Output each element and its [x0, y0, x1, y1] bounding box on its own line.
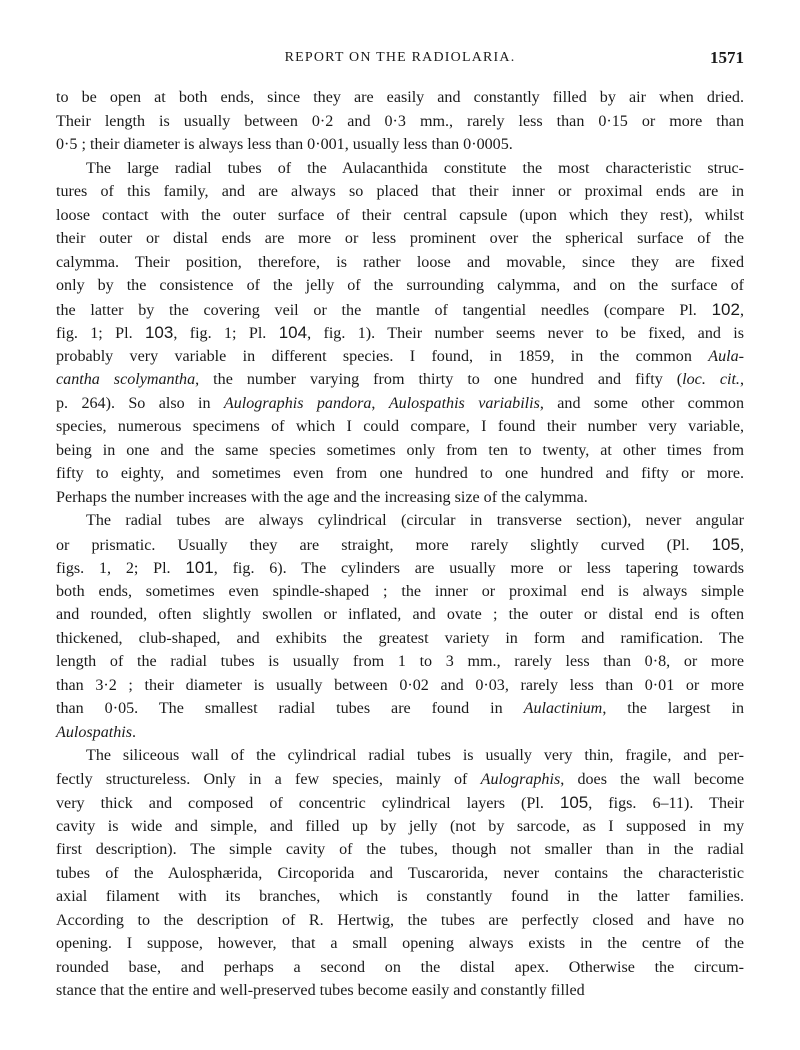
text-run: than 0·05. The smallest radial tubes are found in	[56, 700, 524, 717]
text-line	[56, 744, 744, 768]
text-line	[56, 791, 744, 815]
page-number: 1571	[710, 48, 744, 67]
text-line	[56, 180, 744, 204]
text-line	[56, 133, 744, 157]
text-line	[56, 627, 744, 651]
text-line	[56, 697, 744, 721]
text-line	[56, 979, 744, 1003]
italic-term: Aulactinium	[523, 700, 603, 717]
text-run: than 3·2 ; their diameter is usually between 0·02 and 0·03, rarely less than 0·01 or more	[56, 676, 744, 694]
text-line	[56, 227, 744, 251]
plate-number: 104	[278, 323, 308, 342]
text-run: fifty to eighty, and sometimes even from one hundred to one hundred and fifty or more.	[56, 465, 744, 482]
text-run: , the number varying from thirty to one hundred and fifty (	[195, 371, 683, 388]
text-line	[56, 932, 744, 956]
text-line	[56, 768, 744, 792]
text-run: , fig. 6). The cylinders are usually more or less tapering towards	[213, 560, 744, 577]
text-line	[56, 580, 744, 604]
body-text	[56, 86, 744, 1003]
text-run: , figs. 6–11). Their	[588, 795, 744, 812]
text-line	[56, 674, 744, 698]
text-run: stance that the entire and well-preserved tubes become easily and constantly filled	[56, 982, 585, 999]
italic-term: loc. cit.	[682, 371, 740, 388]
italic-term: cantha scolymantha	[56, 371, 196, 388]
text-run: or prismatic. Usually they are straight, more rarely slightly curved (Pl.	[56, 536, 712, 554]
text-line	[56, 556, 744, 580]
text-line	[56, 909, 744, 933]
text-run: , fig. 1). Their number seems never to be fixed, and is	[307, 325, 745, 342]
plate-number: 103	[144, 323, 174, 342]
text-line	[56, 486, 744, 510]
italic-term: Aula-	[708, 347, 744, 365]
text-line	[56, 415, 744, 439]
text-line	[56, 86, 744, 110]
page	[56, 48, 744, 1003]
text-line	[56, 721, 744, 745]
text-run: being in one and the same species sometimes only from ten to twenty, at other times from	[56, 441, 744, 459]
text-run: rounded base, and perhaps a second on the distal apex. Otherwise the circum-	[56, 958, 744, 976]
text-run: probably very variable in different species. I found, in 1859, in the common	[56, 347, 709, 365]
text-run: , fig. 1; Pl.	[173, 325, 279, 342]
text-run: very thick and composed of concentric cylindrical layers (Pl.	[56, 795, 560, 812]
text-run: ,	[371, 394, 389, 412]
text-run: and rounded, often slightly swollen or inflated, and ovate ; the outer or distal end is often	[56, 606, 744, 623]
plate-number: 105	[711, 534, 740, 554]
italic-term: Aulospathis	[56, 723, 133, 741]
running-title: REPORT ON THE RADIOLARIA.	[284, 50, 516, 65]
text-run: According to the description of R. Hertwig, the tubes are perfectly closed and have no	[56, 911, 744, 929]
text-run: to be open at both ends, since they are easily and constantly filled by air when dried.	[56, 89, 744, 106]
paragraph	[56, 86, 744, 157]
text-run: axial filament with its branches, which is constantly found in the latter families.	[56, 888, 744, 905]
text-run: Their length is usually between 0·2 and 0·3 mm., rarely less than 0·15 or more than	[56, 112, 744, 130]
text-run: , does the wall become	[560, 770, 745, 788]
text-run: first description). The simple cavity of the tubes, though not smaller than in the radial	[56, 841, 744, 858]
text-run: length of the radial tubes is usually from 1 to 3 mm., rarely less than 0·8, or more	[56, 653, 744, 670]
paragraph	[56, 509, 744, 744]
text-run: loose contact with the outer surface of their central capsule (upon which they rest), whilst	[56, 206, 744, 224]
text-line	[56, 956, 744, 980]
text-line	[56, 368, 744, 392]
italic-term: Aulographis	[480, 770, 561, 788]
text-run: The large radial tubes of the Aulacanthida constitute the most characteristic struc-	[86, 159, 744, 177]
text-run: tubes of the Aulosphærida, Circoporida and Tuscarorida, never contains the characteristic	[56, 864, 744, 882]
text-run: ,	[739, 536, 744, 554]
text-run: opening. I suppose, however, that a small opening always exists in the centre of the	[56, 935, 744, 952]
text-run: Perhaps the number increases with the age and the increasing size of the calymma.	[56, 488, 588, 506]
text-line	[56, 439, 744, 463]
text-line	[56, 345, 744, 369]
text-line	[56, 110, 744, 134]
plate-number: 105	[559, 793, 589, 812]
text-line	[56, 838, 744, 862]
text-run: tures of this family, and are always so placed that their inner or proximal ends are in	[56, 183, 744, 200]
text-run: cavity is wide and simple, and filled up by jelly (not by sarcode, as I supposed in my	[56, 817, 744, 835]
text-run: The siliceous wall of the cylindrical radial tubes is usually very thin, fragile, and per-	[86, 747, 744, 764]
text-line	[56, 251, 744, 275]
italic-term: Aulographis pandora	[223, 394, 372, 412]
text-run: only by the consistence of the jelly of the surrounding calymma, and on the surface of	[56, 277, 744, 294]
text-run: , the largest in	[602, 700, 744, 717]
text-run: p. 264). So also in	[56, 394, 224, 412]
paragraph	[56, 744, 744, 1003]
text-run: the latter by the covering veil or the mantle of tangential needles (compare Pl.	[56, 301, 712, 319]
text-run: The radial tubes are always cylindrical (circular in transverse section), never angular	[86, 512, 744, 529]
text-line	[56, 650, 744, 674]
text-run: 0·5 ; their diameter is always less than 0·001, usually less than 0·0005.	[56, 136, 513, 153]
text-run: ,	[739, 371, 744, 388]
text-run: fig. 1; Pl.	[56, 325, 145, 342]
plate-number: 101	[185, 558, 214, 577]
text-run: both ends, sometimes even spindle-shaped ; the inner or proximal end is always simple	[56, 582, 744, 600]
text-run: thickened, club-shaped, and exhibits the greatest variety in form and ramification. The	[56, 629, 744, 647]
text-line	[56, 321, 744, 345]
text-line	[56, 885, 744, 909]
text-run: , and some other common	[539, 394, 744, 412]
text-run: figs. 1, 2; Pl.	[56, 560, 186, 577]
plate-number: 102	[711, 299, 740, 319]
paragraph	[56, 157, 744, 510]
text-line	[56, 204, 744, 228]
text-run: their outer or distal ends are more or less prominent over the spherical surface of the	[56, 230, 744, 247]
text-run: species, numerous specimens of which I could compare, I found their number very variable,	[56, 418, 744, 435]
text-line	[56, 274, 744, 298]
text-line	[56, 815, 744, 839]
text-line	[56, 509, 744, 533]
text-line	[56, 298, 744, 322]
page-header	[56, 48, 744, 70]
text-run: fectly structureless. Only in a few species, mainly of	[56, 770, 481, 788]
text-run: ,	[739, 301, 744, 319]
text-line	[56, 603, 744, 627]
text-line	[56, 462, 744, 486]
text-line	[56, 392, 744, 416]
italic-term: Aulospathis variabilis	[388, 394, 540, 412]
text-run: calymma. Their position, therefore, is rather loose and movable, since they are fixed	[56, 253, 744, 271]
text-line	[56, 533, 744, 557]
text-line	[56, 157, 744, 181]
text-line	[56, 862, 744, 886]
text-run: .	[132, 723, 137, 741]
